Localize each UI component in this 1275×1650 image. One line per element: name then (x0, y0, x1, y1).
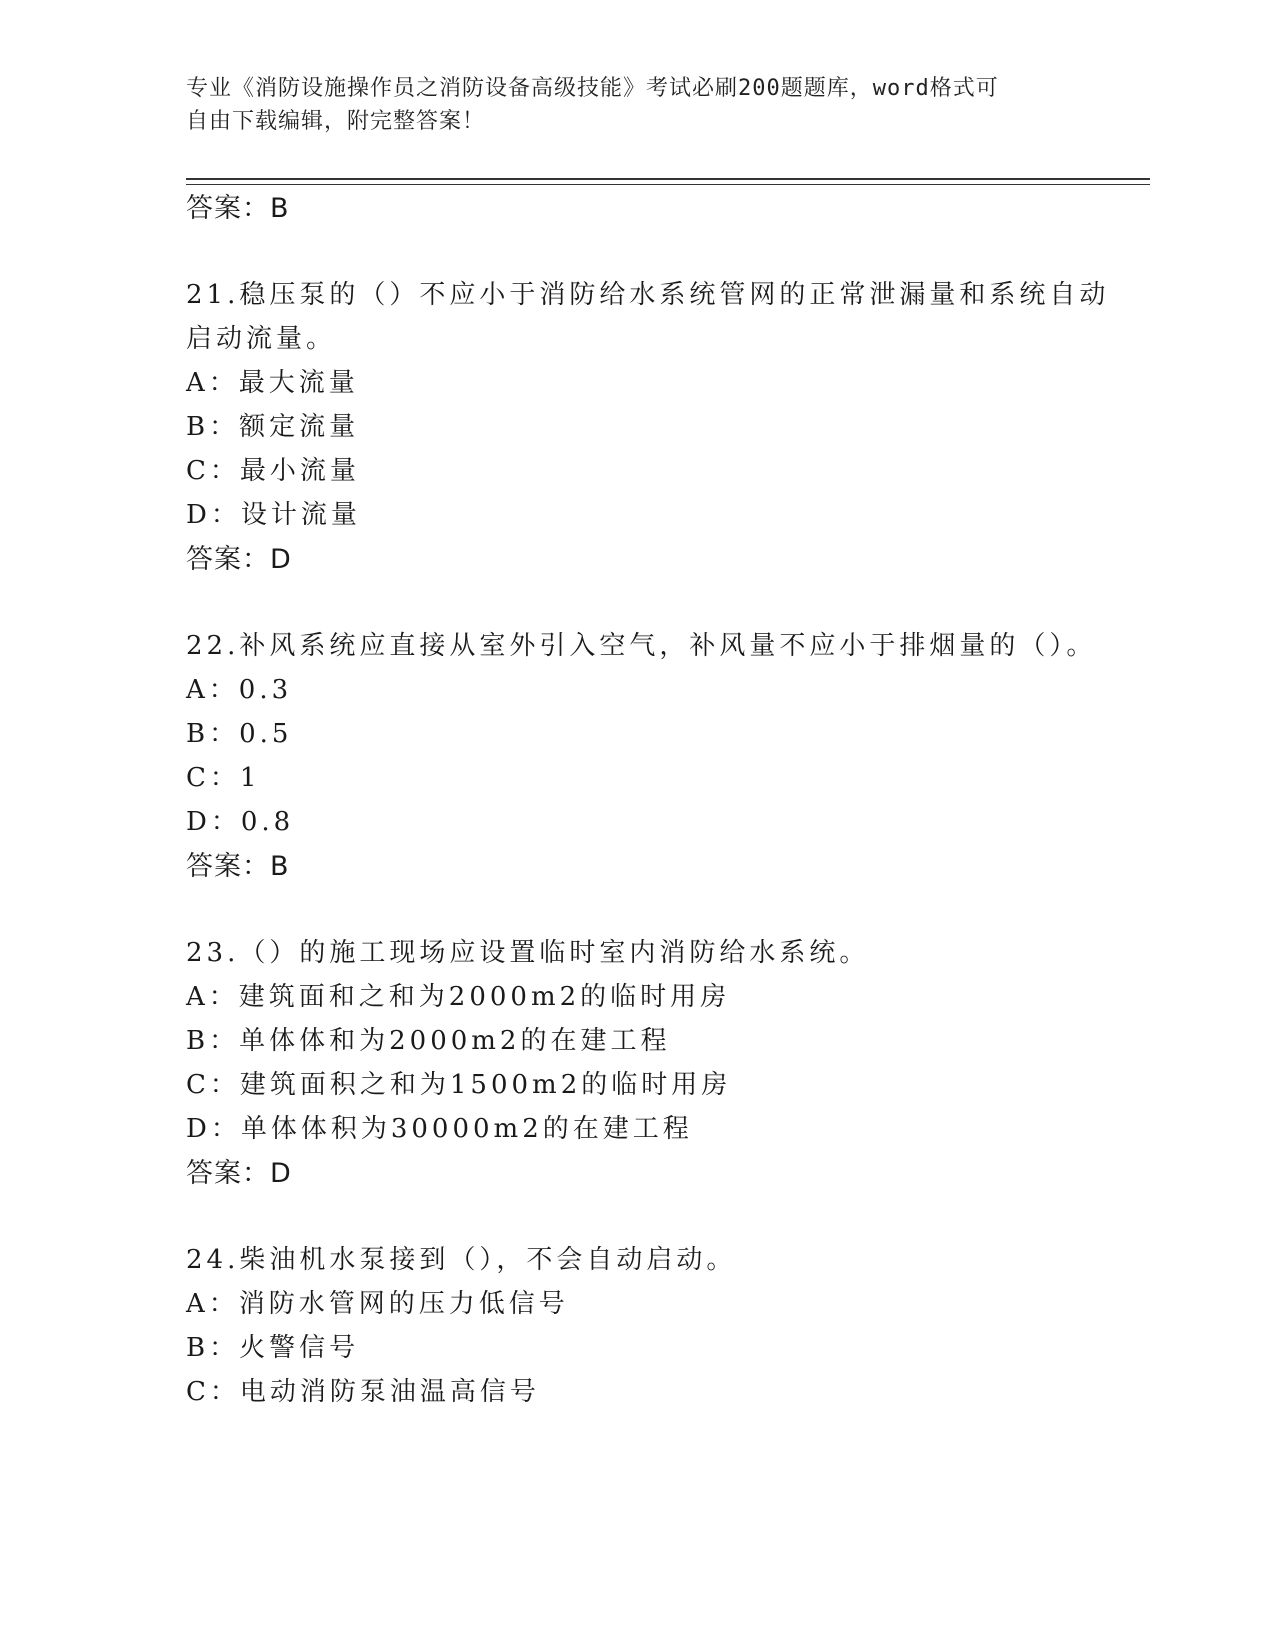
option-a: A：消防水管网的压力低信号 (186, 1289, 569, 1319)
option-b: B：额定流量 (186, 412, 360, 442)
question-stem: 23.（）的施工现场应设置临时室内消防给水系统。 (186, 938, 870, 968)
option-b: B：单体体和为2000m2的在建工程 (186, 1026, 671, 1056)
option-c: C：1 (186, 763, 261, 793)
answer: 答案：D (186, 544, 292, 575)
answer: 答案：B (186, 851, 290, 882)
header-line-2: 自由下载编辑，附完整答案！ (186, 109, 486, 134)
option-d: D：设计流量 (186, 500, 361, 530)
question-stem: 24.柴油机水泵接到（），不会自动启动。 (186, 1245, 737, 1275)
option-d: D：单体体积为30000m2的在建工程 (186, 1114, 693, 1144)
header-divider-thin (186, 184, 1150, 185)
document-header (186, 72, 1066, 138)
option-c: C：最小流量 (186, 456, 360, 486)
option-b: B：火警信号 (186, 1333, 360, 1363)
option-a: A：0.3 (186, 675, 293, 705)
option-c: C：电动消防泵油温高信号 (186, 1377, 540, 1407)
header-divider (186, 178, 1150, 180)
question-stem: 21.稳压泵的（）不应小于消防给水系统管网的正常泄漏量和系统自动 (186, 280, 1110, 310)
previous-answer: 答案：B (186, 193, 290, 224)
header-line-1: 专业《消防设施操作员之消防设备高级技能》考试必刷200题题库，word格式可 (186, 76, 999, 101)
option-b: B：0.5 (186, 719, 293, 749)
option-c: C：建筑面积之和为1500m2的临时用房 (186, 1070, 732, 1100)
answer: 答案：D (186, 1158, 292, 1189)
question-stem-continued: 启动流量。 (186, 324, 337, 354)
question-stem: 22.补风系统应直接从室外引入空气，补风量不应小于排烟量的（）。 (186, 631, 1097, 661)
option-d: D：0.8 (186, 807, 295, 837)
option-a: A：最大流量 (186, 368, 359, 398)
option-a: A：建筑面和之和为2000m2的临时用房 (186, 982, 731, 1012)
